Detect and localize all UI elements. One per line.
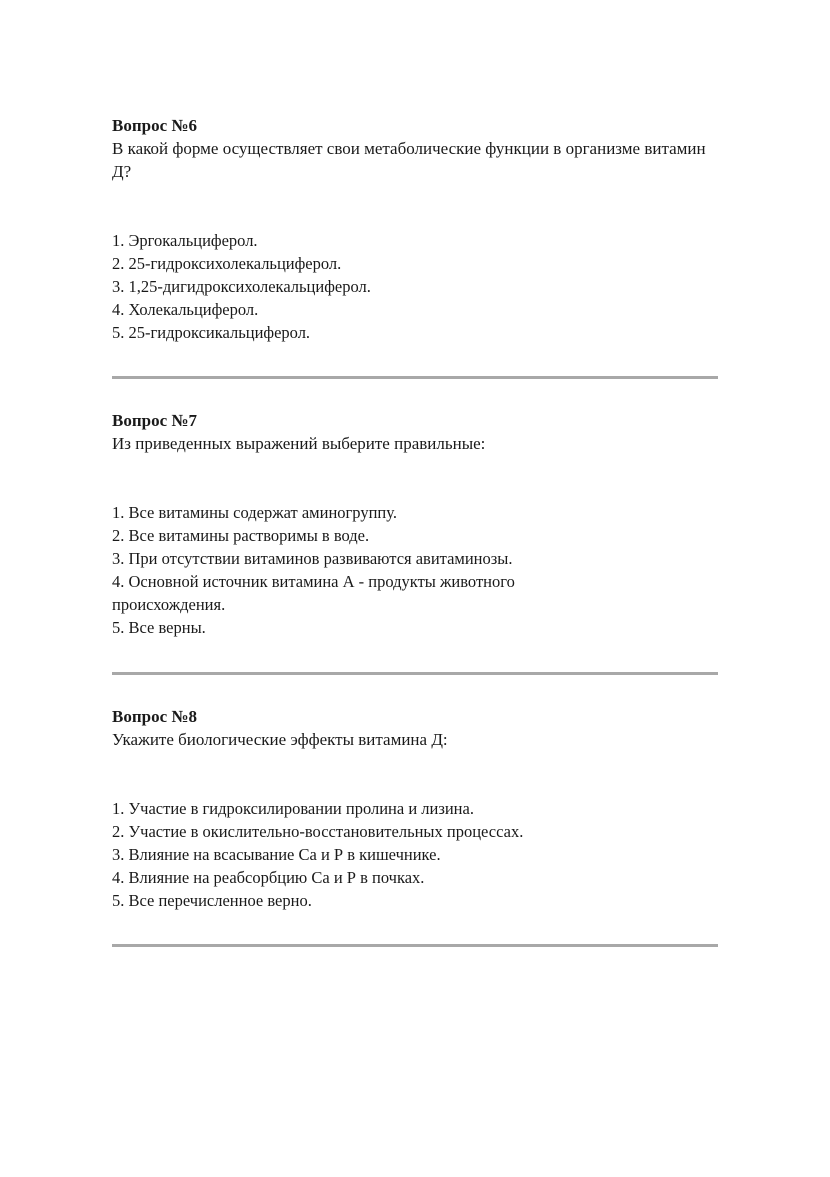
question-title: Вопрос №8 [112, 707, 197, 726]
answer-option: 4. Влияние на реабсорбцию Са и Р в почках. [112, 868, 425, 887]
answer-list [112, 229, 722, 344]
answer-option: 5. Все перечисленное верно. [112, 891, 312, 910]
question-8 [112, 705, 722, 912]
answer-option: 1. Участие в гидроксилировании пролина и лизина. [112, 799, 474, 818]
question-text: Укажите биологические эффекты витамина Д: [112, 730, 448, 749]
answer-option: 3. Влияние на всасывание Са и Р в кишечнике. [112, 845, 441, 864]
answer-list [112, 797, 722, 912]
answer-option: 2. Все витамины растворимы в воде. [112, 526, 370, 545]
answer-option: 4. Основной источник витамина А - продукты животного происхождения. [112, 572, 515, 614]
answer-option: 1. Эргокальциферол. [112, 231, 258, 250]
answer-option: 3. При отсутствии витаминов развиваются авитаминозы. [112, 549, 513, 568]
answer-option: 3. 1,25-дигидроксихолекальциферол. [112, 277, 371, 296]
question-text: В какой форме осуществляет свои метаболические функции в организме витамин Д? [112, 139, 706, 181]
answer-option: 2. 25-гидроксихолекальциферол. [112, 254, 342, 273]
section-divider [112, 376, 718, 379]
question-title: Вопрос №7 [112, 411, 197, 430]
question-7 [112, 409, 722, 639]
answer-option: 2. Участие в окислительно-восстановительных процессах. [112, 822, 524, 841]
answer-option: 5. Все верны. [112, 618, 206, 637]
question-6 [112, 114, 722, 344]
section-divider [112, 672, 718, 675]
answer-option: 1. Все витамины содержат аминогруппу. [112, 503, 397, 522]
answer-option: 5. 25-гидроксикальциферол. [112, 323, 311, 342]
question-title: Вопрос №6 [112, 116, 197, 135]
answer-list [112, 501, 722, 639]
question-text: Из приведенных выражений выберите правильные: [112, 434, 486, 453]
answer-option: 4. Холекальциферол. [112, 300, 259, 319]
section-divider [112, 944, 718, 947]
